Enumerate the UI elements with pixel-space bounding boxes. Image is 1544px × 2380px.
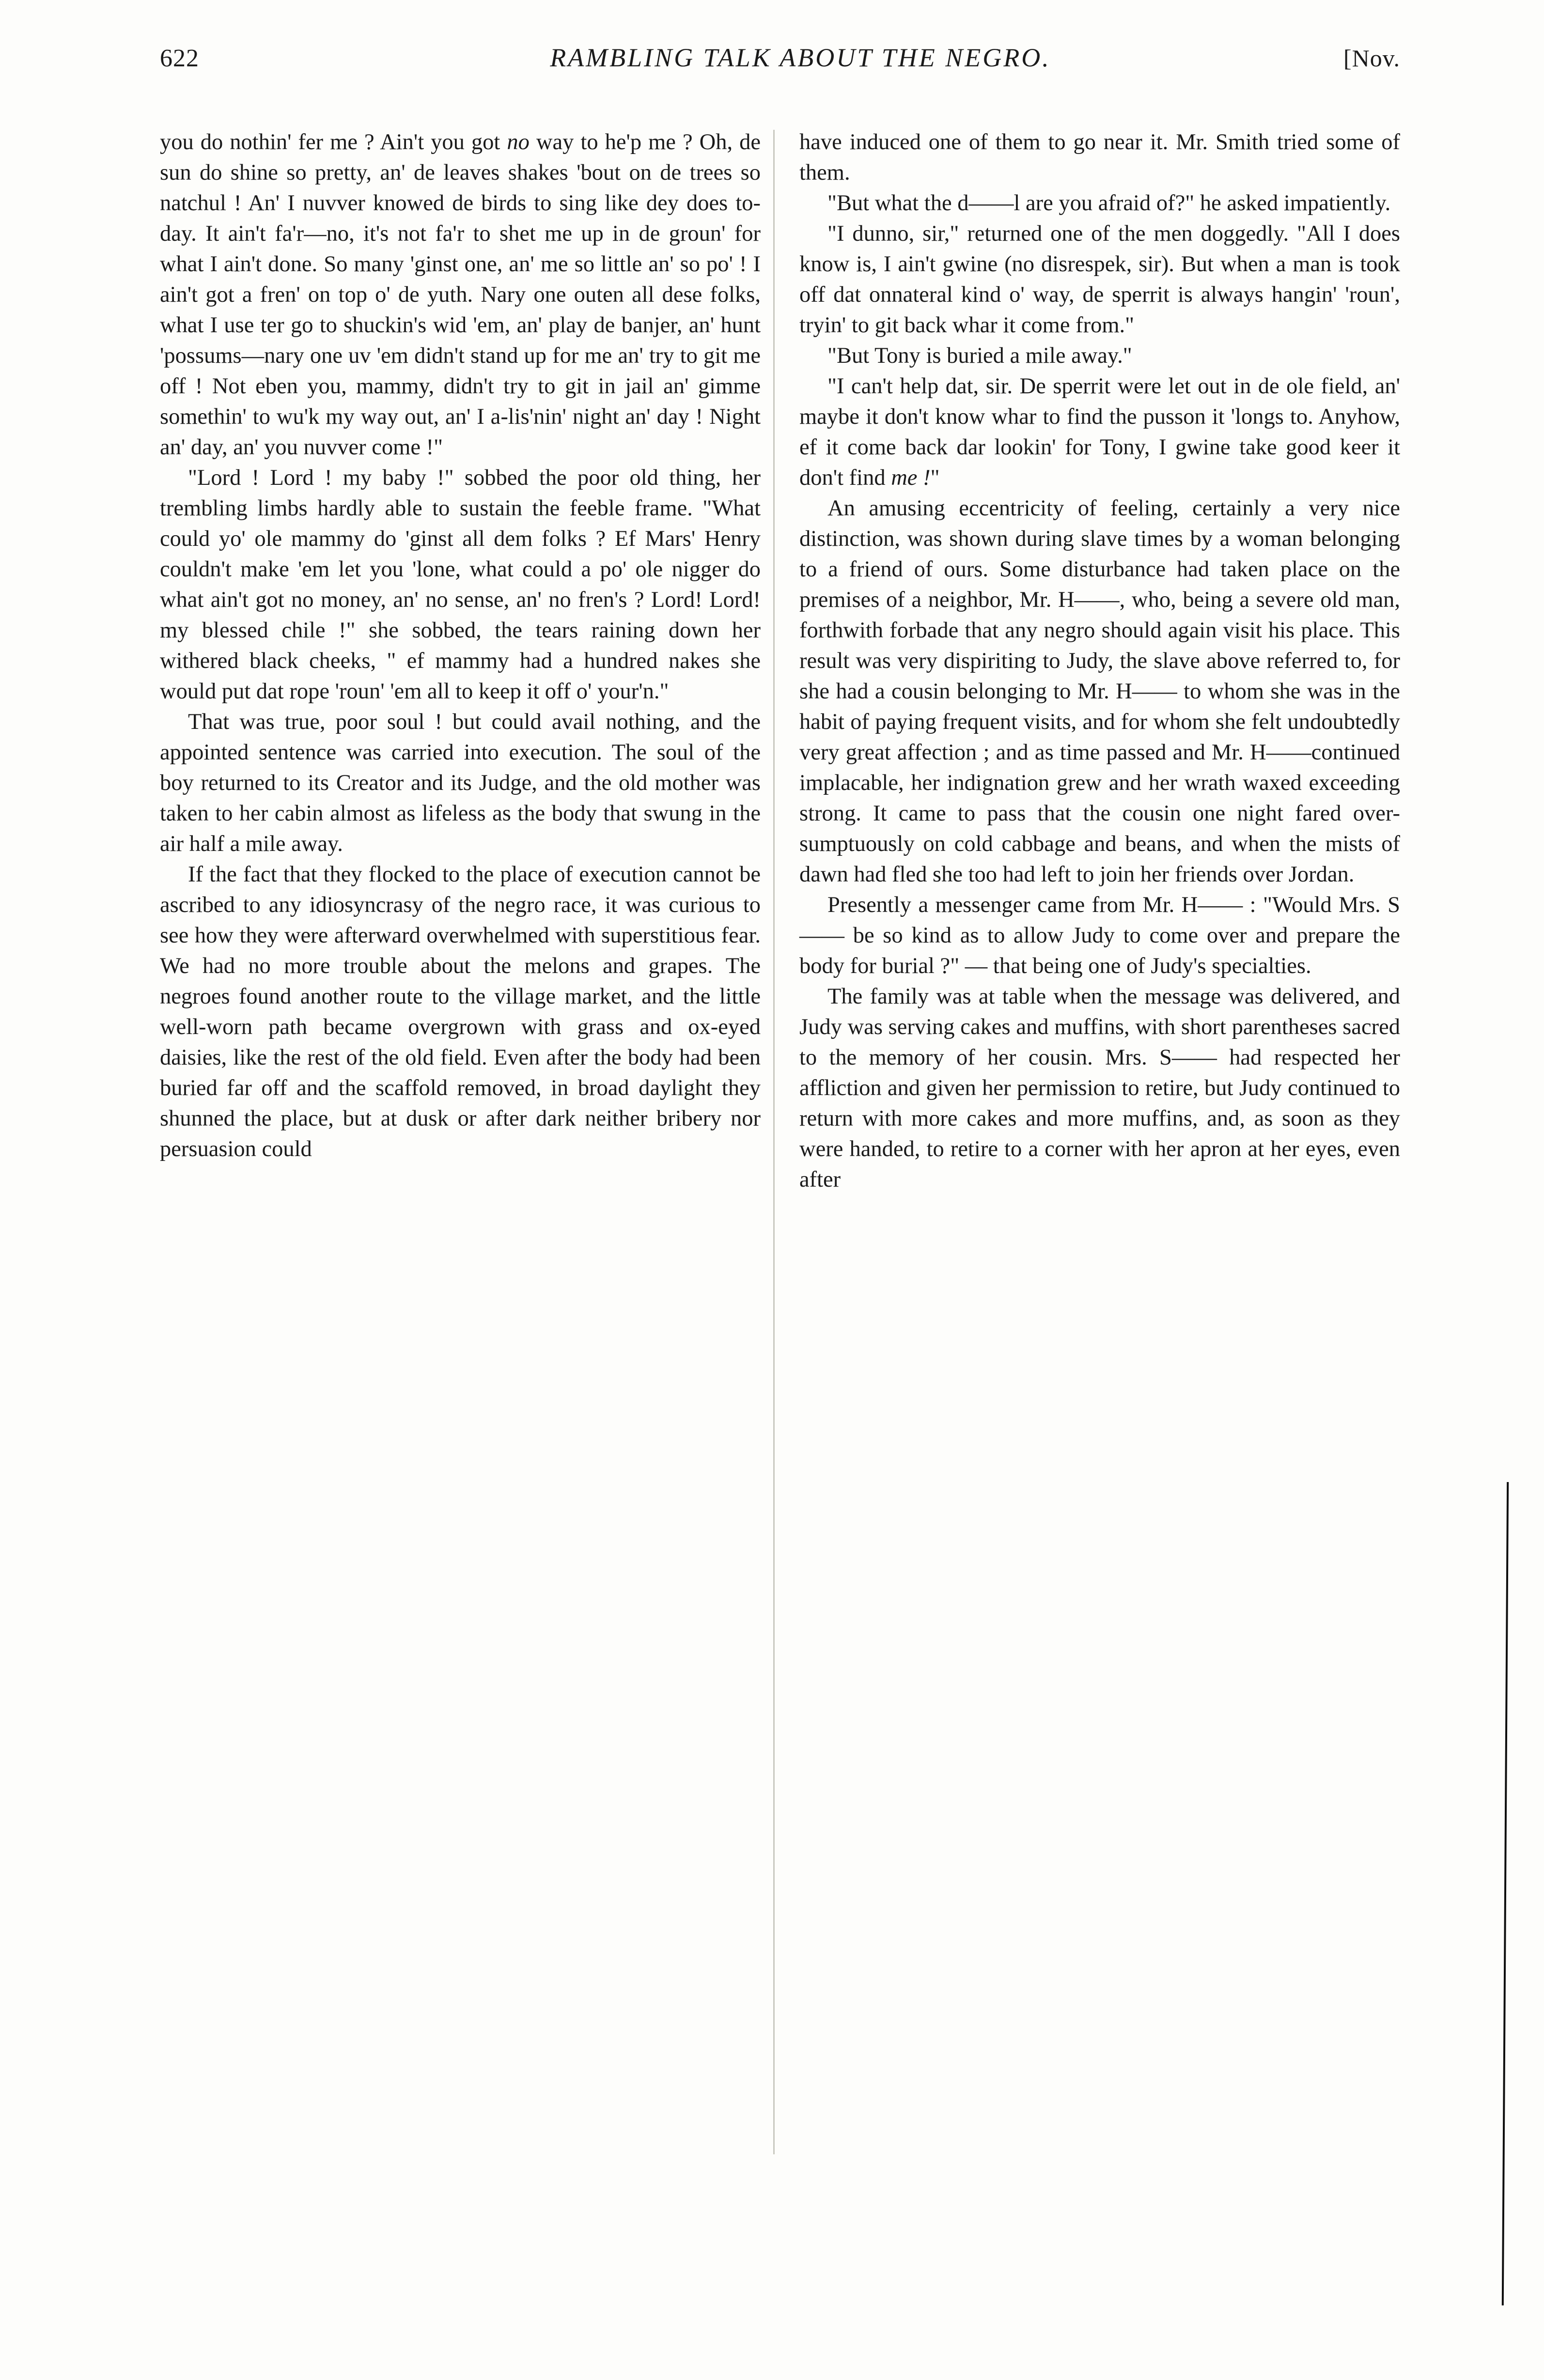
paragraph: "I dunno, sir," returned one of the men doggedly. "All I does know is, I ain't gwine (no disrespek, sir). But when a man is took off dat onnateral kind o' way, de sperrit is always hangin' 'roun', tryin' to git back whar it come from.": [799, 221, 1400, 338]
paragraph: "But Tony is buried a mile away.": [827, 343, 1132, 368]
page-number: 622: [160, 45, 199, 72]
column-left: [160, 127, 780, 1195]
issue-marker: [Nov.: [1343, 45, 1400, 72]
paragraph: Presently a messenger came from Mr. H—— : "Would Mrs. S—— be so kind as to allow Judy to come over and prepare the body for burial ?" — that being one of Judy's specialties.: [799, 893, 1400, 978]
paragraph: If the fact that they flocked to the place of execution cannot be ascribed to any idiosyncrasy of the negro race, it was curious to see how they were afterward overwhelmed with superstitious fear. We had no more trouble about the melons and grapes. The negroes found another route to the village market, and the little well-worn path became overgrown with grass and ox-eyed daisies, like the rest of the old field. Even after the body had been buried far off and the scaffold removed, in broad daylight they shunned the place, but at dusk or after dark neither bribery nor persuasion could: [160, 862, 761, 1161]
paragraph: That was true, poor soul ! but could avail nothing, and the appointed sentence was carried into execution. The soul of the boy returned to its Creator and its Judge, and the old mother was taken to her cabin almost as lifeless as the body that swung in the air half a mile away.: [160, 710, 761, 856]
body-columns: [160, 127, 1400, 1195]
paragraph: have induced one of them to go near it. Mr. Smith tried some of them.: [799, 130, 1400, 185]
running-head: [160, 43, 1400, 77]
paragraph: The family was at table when the message was delivered, and Judy was serving cakes and muffins, with short parentheses sacred to the memory of her cousin. Mrs. S—— had respected her affliction and given her permission to retire, but Judy continued to return with more cakes and more muffins, and, as soon as they were handed, to retire to a corner with her apron at her eyes, even after: [799, 984, 1400, 1192]
running-title: RAMBLING TALK ABOUT THE NEGRO.: [550, 43, 1051, 72]
paragraph: you do nothin' fer me ? Ain't you got no way to he'p me ? Oh, de sun do shine so pretty, an' de leaves shakes 'bout on de trees so natchul ! An' I nuvver knowed de birds to sing like dey does to-day. It ain't fa'r—no, it's not fa'r to shet me up in de groun' for what I ain't done. So many 'ginst one, an' me so little an' so po' ! I ain't got a fren' on top o' de yuth. Nary one outen all dese folks, what I use ter go to shuckin's wid 'em, an' play de banjer, an' hunt 'possums—nary one uv 'em didn't stand up for me an' try to git me off ! Not eben you, mammy, didn't try to git in jail an' gimme somethin' to wu'k my way out, an' I a-lis'nin' night an' day ! Night an' day, an' you nuvver come !": [160, 130, 761, 460]
paragraph: "Lord ! Lord ! my baby !" sobbed the poor old thing, her trembling limbs hardly able to sustain the feeble frame. "What could yo' ole mammy do 'ginst all dem folks ? Ef Mars' Henry couldn't make 'em let you 'lone, what could a po' ole nigger do what ain't got no money, an' no sense, an' no fren's ? Lord! Lord! my blessed chile !" she sobbed, the tears raining down her withered black cheeks, " ef mammy had a hundred nakes she would put dat rope 'roun' 'em all to keep it off o' your'n.": [160, 465, 761, 704]
scan-edge-artifact: [1502, 1482, 1509, 2305]
paragraph: An amusing eccentricity of feeling, certainly a very nice distinction, was shown during slave times by a woman belonging to a friend of ours. Some disturbance had taken place on the premises of a neighbor, Mr. H——, who, being a severe old man, forthwith forbade that any negro should again visit his place. This result was very dispiriting to Judy, the slave above referred to, for she had a cousin belonging to Mr. H—— to whom she was in the habit of paying frequent visits, and for whom she felt undoubtedly very great affection ; and as time passed and Mr. H——continued implacable, her indignation grew and her wrath waxed exceeding strong. It came to pass that the cousin one night fared over-sumptuously on cold cabbage and beans, and when the mists of dawn had fled she too had left to join her friends over Jordan.: [799, 496, 1400, 887]
paragraph: "But what the d——l are you afraid of?" he asked impatiently.: [827, 191, 1391, 216]
column-right: [780, 127, 1400, 1195]
paragraph: "I can't help dat, sir. De sperrit were let out in de ole field, an' maybe it don't know whar to find the pusson it 'longs to. Anyhow, ef it come back dar lookin' for Tony, I gwine take good keer it don't find me !": [799, 374, 1400, 490]
